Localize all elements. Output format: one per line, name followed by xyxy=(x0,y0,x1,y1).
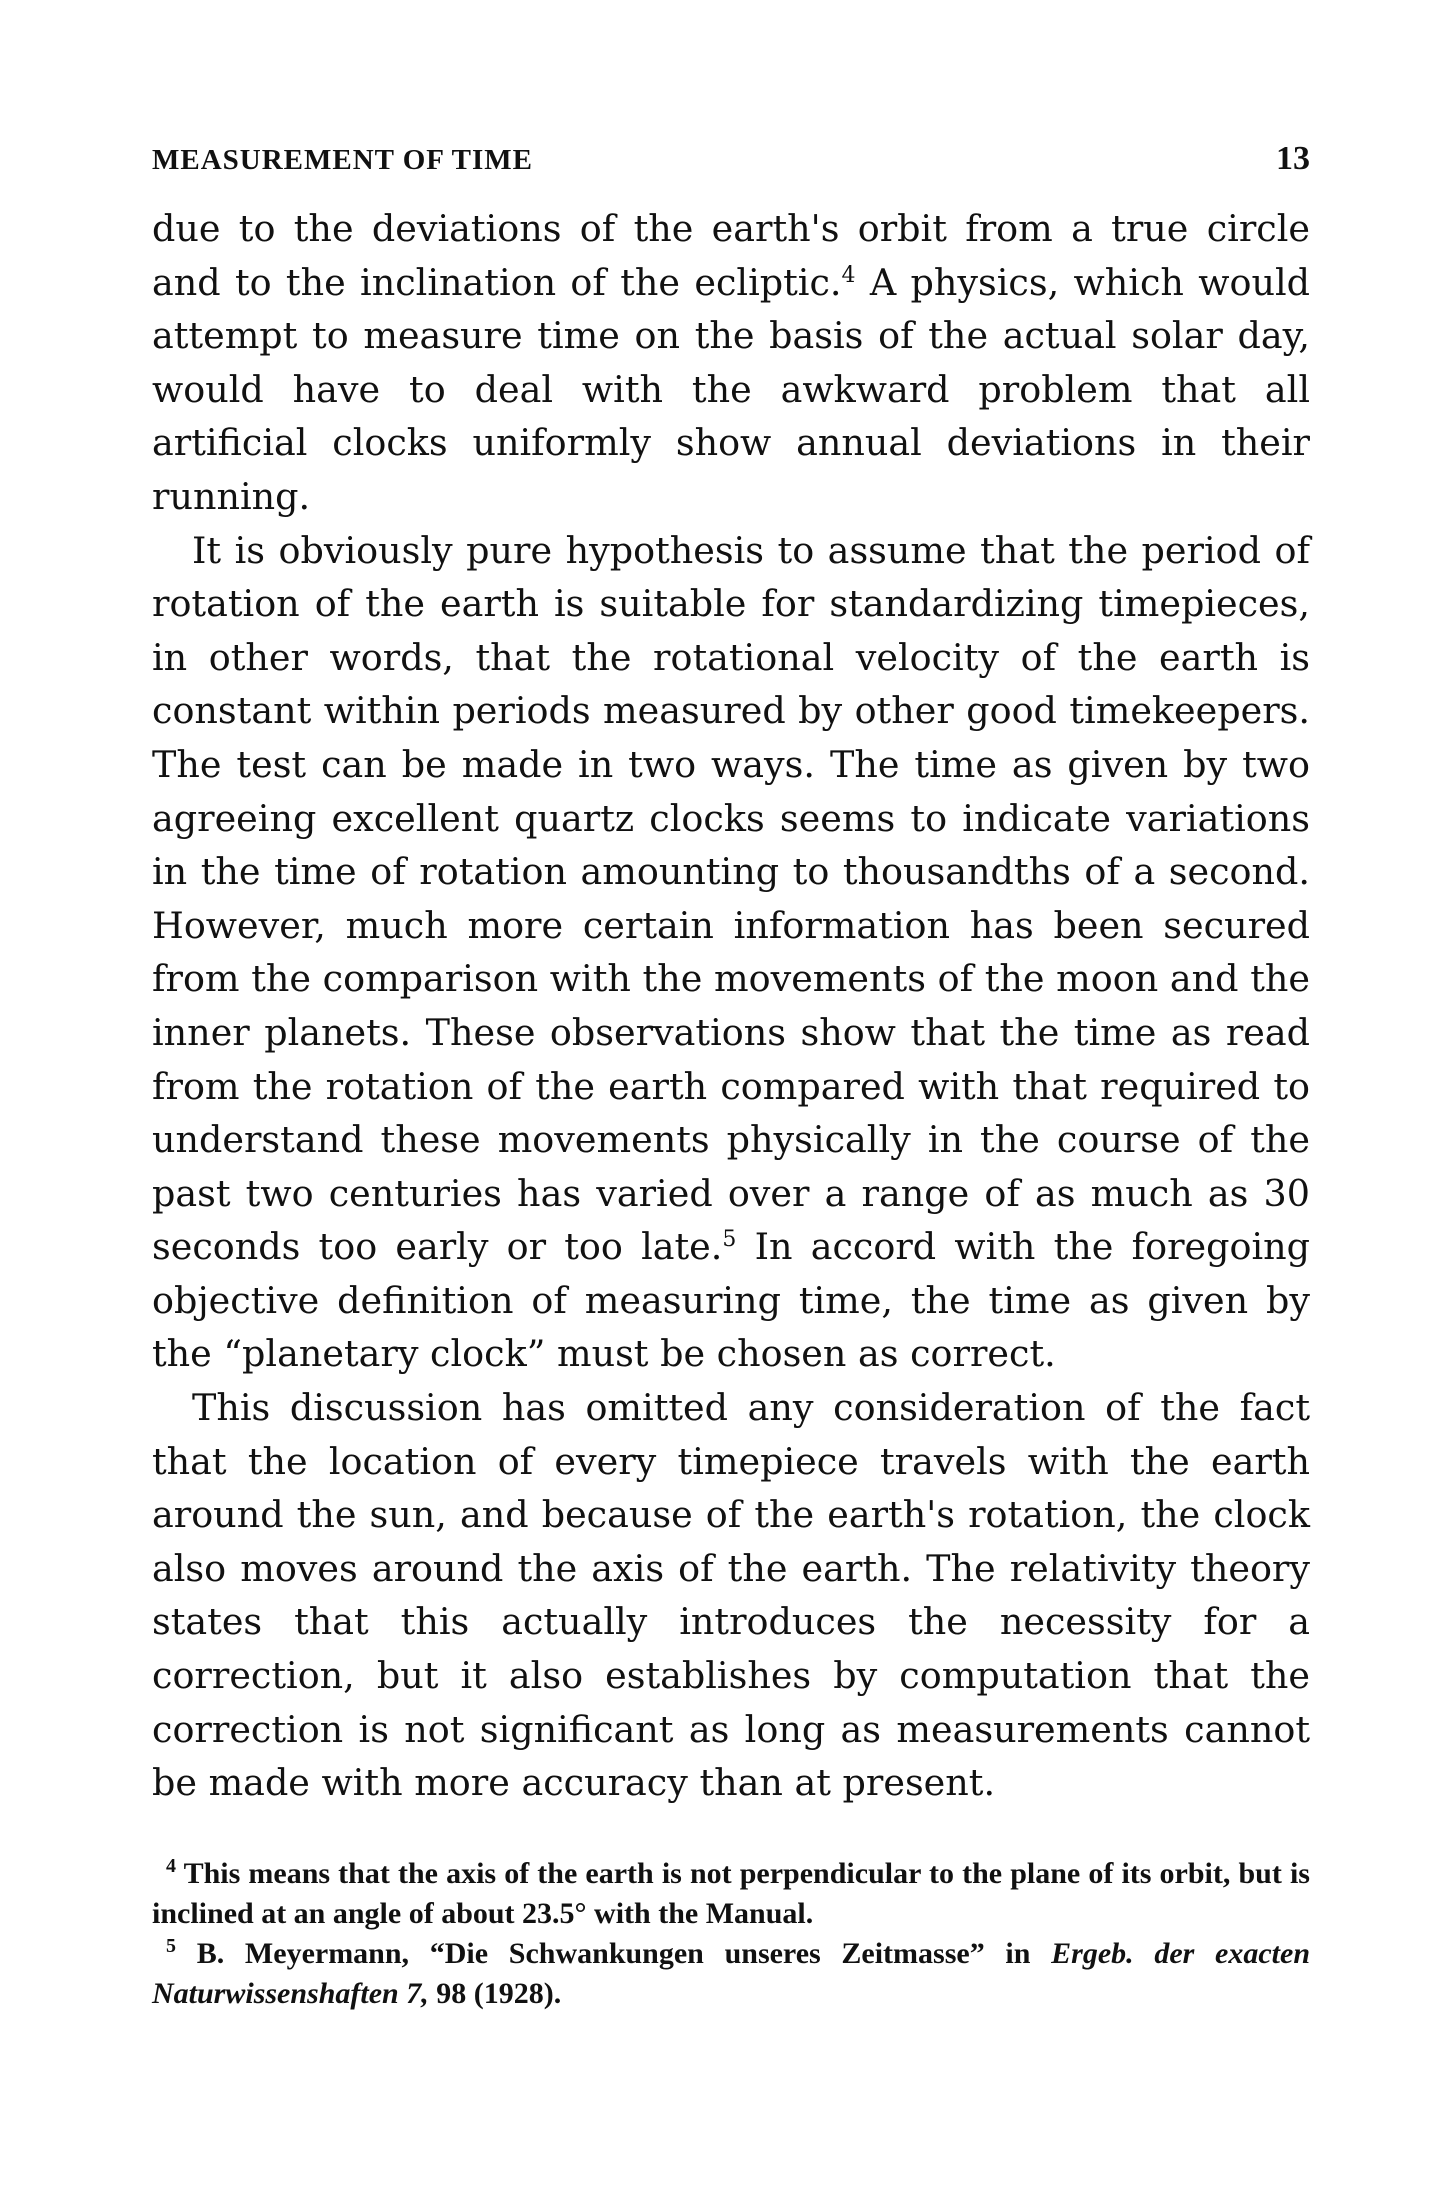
paragraph-2-text-a: It is obviously pure hypothesis to assume that the period of rotation of the earth is suitable for standardizing timepieces, in other words, that the rotational velocity of the earth is constant within periods measured by other good timekeepers. The test can be made in two ways. The time as given by two agreeing excellent quartz clocks seems to indicate variations in the time of rotation amounting to thousandths of a second. However, much more certain information has been secured from the comparison with the movements of the moon and the inner planets. These observations show that the time as read from the rotation of the earth compared with that required to understand these movements physically in the course of the past two centuries has varied over a range of as much as 30 seconds too early or too late. xyxy=(152,528,1310,1269)
footnotes xyxy=(152,1854,1310,2014)
footnote-5-text-b: 98 (1928). xyxy=(428,1976,562,2010)
paragraph-3 xyxy=(152,1381,1310,1810)
footnote-ref-4: 4 xyxy=(841,262,856,288)
paragraph-1 xyxy=(152,202,1310,524)
footnote-4-mark: 4 xyxy=(166,1854,176,1877)
footnote-5-mark: 5 xyxy=(166,1934,176,1957)
paragraph-1-text-b: A physics, which would attempt to measure time on the basis of the actual solar day, would have to deal with the awkward problem that all artificial clocks uniformly show annual deviations in their running. xyxy=(152,260,1310,518)
running-header xyxy=(152,140,1310,196)
book-page xyxy=(152,140,1310,2014)
footnote-ref-5: 5 xyxy=(722,1227,737,1253)
running-title: MEASUREMENT OF TIME xyxy=(152,144,534,176)
paragraph-2-text-b: In accord with the foregoing objective definition of measuring time, the time as given by the “planetary clock” must be chosen as correct. xyxy=(152,1225,1310,1376)
footnote-5-journal: Ergeb. der exacten Naturwissenshaften 7, xyxy=(152,1936,1311,2010)
body-text xyxy=(152,202,1310,1810)
footnote-4 xyxy=(152,1854,1310,1934)
footnote-4-text: This means that the axis of the earth is not perpendicular to the plane of its orbit, but is inclined at an angle of about 23.5° with the Manual. xyxy=(152,1856,1310,1930)
footnote-5-text-a: B. Meyermann, “Die Schwankungen unseres Zeitmasse” in xyxy=(196,1936,1052,1970)
footnote-5 xyxy=(152,1934,1310,2014)
paragraph-1-text-a: due to the deviations of the earth's orbit from a true circle and to the inclination of the ecliptic. xyxy=(152,207,1310,304)
paragraph-3-text: This discussion has omitted any consideration of the fact that the location of every timepiece travels with the earth around the sun, and because of the earth's rotation, the clock also moves around the axis of the earth. The relativity theory states that this actually introduces the necessity for a correction, but it also establishes by computation that the correction is not significant as long as measurements cannot be made with more accuracy than at present. xyxy=(152,1386,1310,1805)
page-number: 13 xyxy=(1276,140,1310,177)
paragraph-2 xyxy=(152,524,1310,1382)
